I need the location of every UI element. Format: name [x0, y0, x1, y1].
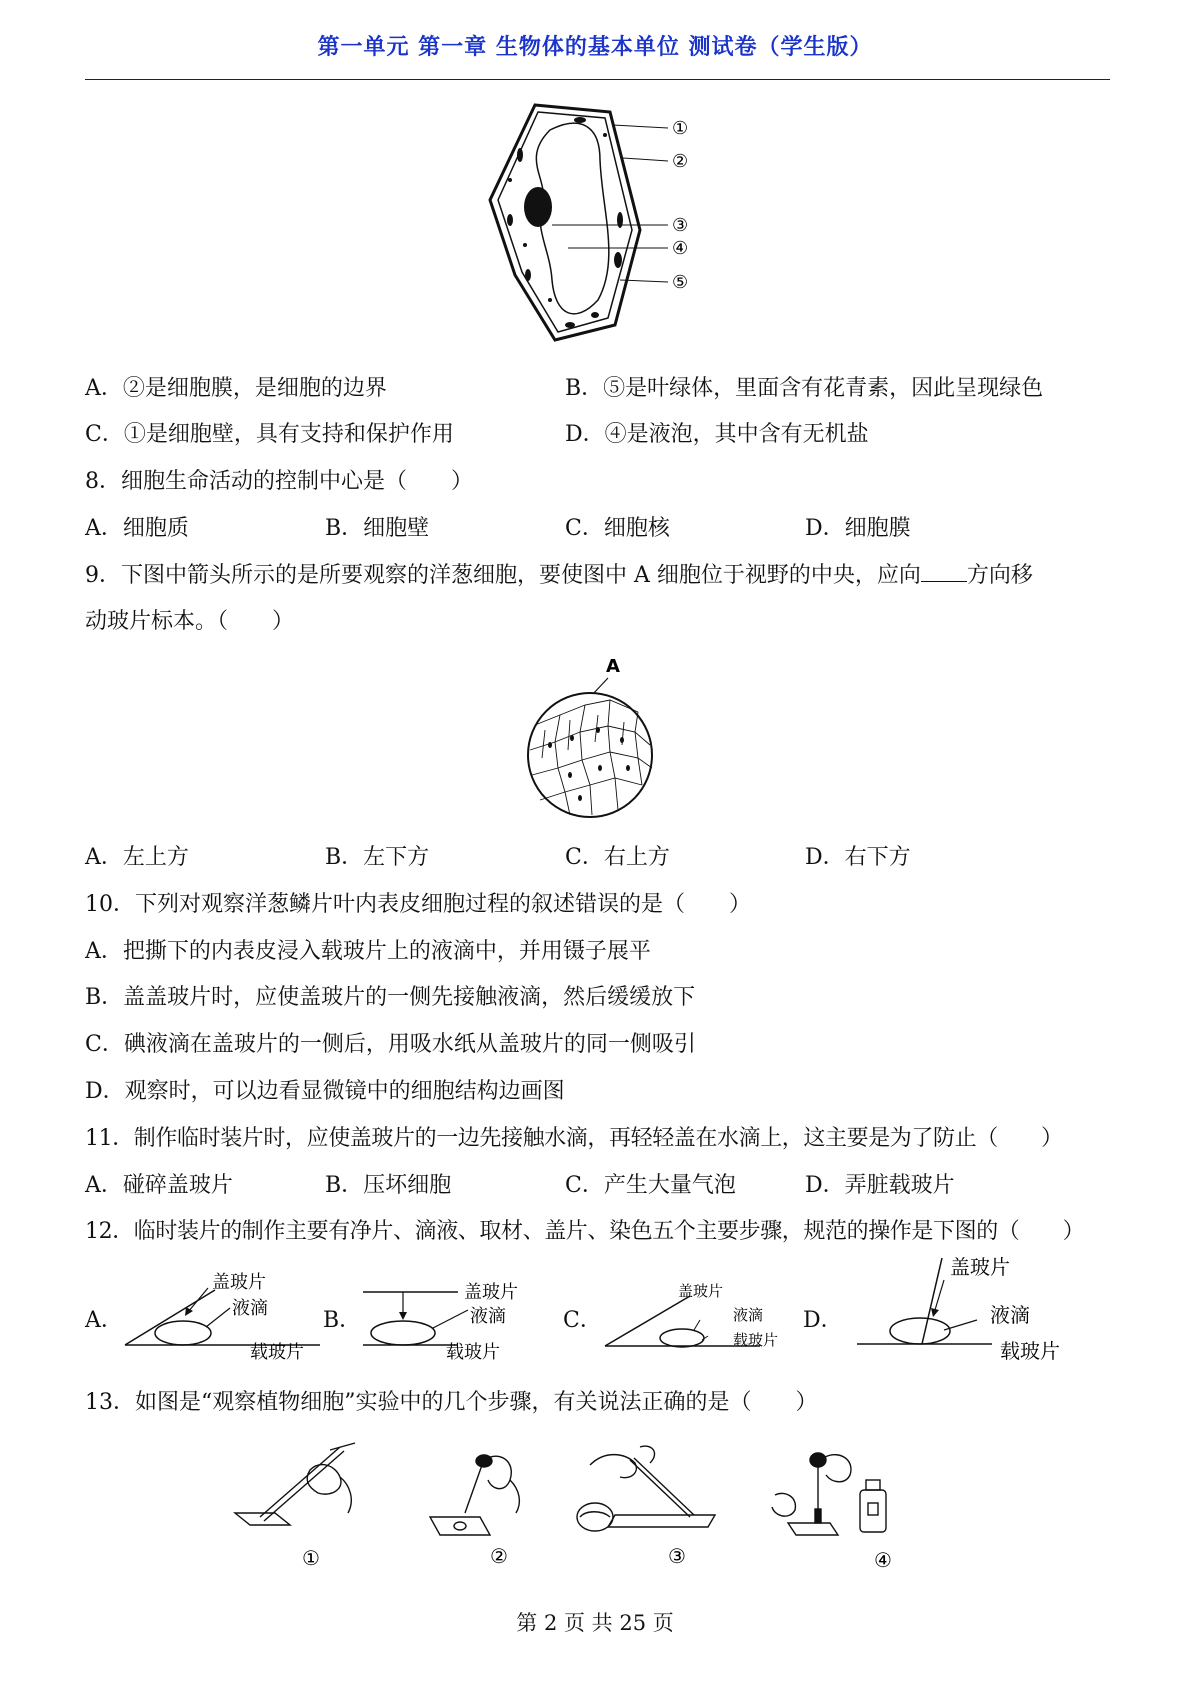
- cell-label-2: ②: [672, 151, 689, 172]
- q9-option-b: B．左下方: [325, 845, 430, 870]
- q8-stem: 8．细胞生命活动的控制中心是（ ）: [85, 469, 473, 494]
- q7-option-d: D．④是液泡，其中含有无机盐: [565, 422, 869, 447]
- q12-option-c-letter: C．: [563, 1308, 602, 1333]
- q10-stem: 10．下列对观察洋葱鳞片叶内表皮细胞过程的叙述错误的是（ ）: [85, 892, 751, 917]
- q12d-drop-label: 液滴: [990, 1303, 1030, 1327]
- q9-option-a: A．左上方: [85, 845, 189, 870]
- step-label-2: ②: [490, 1544, 508, 1568]
- step-label-4: ④: [874, 1548, 892, 1572]
- q11-option-a: A．碰碎盖玻片: [85, 1173, 233, 1198]
- header-divider: [85, 79, 1110, 80]
- q12d-slide-label: 载玻片: [1000, 1339, 1060, 1363]
- q9-stem-part2: 方向移: [966, 563, 1033, 588]
- q12-diagram-a: [120, 1270, 330, 1360]
- step-label-1: ①: [302, 1546, 320, 1570]
- q8-option-a: A．细胞质: [85, 516, 189, 541]
- q8-option-d: D．细胞膜: [805, 516, 911, 541]
- q7-option-c: C．①是细胞壁，具有支持和保护作用: [85, 422, 454, 447]
- q10-option-b: B．盖盖玻片时，应使盖玻片的一侧先接触液滴，然后缓缓放下: [85, 985, 696, 1010]
- q9-answer-blank: [921, 563, 967, 582]
- cell-label-3: ③: [672, 215, 689, 236]
- q10-option-c: C．碘液滴在盖玻片的一侧后，用吸水纸从盖玻片的同一侧吸引: [85, 1032, 696, 1057]
- q12-stem: 12．临时装片的制作主要有净片、滴液、取材、盖片、染色五个主要步骤，规范的操作是下图的（ ）: [85, 1219, 1085, 1244]
- step3-illustration: [577, 1446, 715, 1531]
- q11-option-b: B．压坏细胞: [325, 1173, 452, 1198]
- step4-illustration: [772, 1453, 886, 1535]
- q12a-cover-label: 盖玻片: [212, 1272, 266, 1293]
- q12-diagram-d: [852, 1250, 1082, 1370]
- q11-option-c: C．产生大量气泡: [565, 1173, 736, 1198]
- q12d-cover-label: 盖玻片: [950, 1255, 1010, 1279]
- plant-cell-figure: [480, 100, 730, 350]
- step1-illustration: [235, 1443, 355, 1525]
- q7-option-a: A．②是细胞膜，是细胞的边界: [85, 376, 387, 401]
- q12-diagram-c: [600, 1270, 800, 1360]
- q11-option-d: D．弄脏载玻片: [805, 1173, 955, 1198]
- q12c-slide-label: 载玻片: [733, 1331, 779, 1349]
- cell-a-label: A: [606, 656, 620, 677]
- q8-option-c: C．细胞核: [565, 516, 670, 541]
- q12a-drop-label: 液滴: [232, 1298, 268, 1319]
- q12c-cover-label: 盖玻片: [678, 1282, 724, 1300]
- cell-label-1: ①: [672, 118, 689, 139]
- q12-option-a-letter: A．: [85, 1308, 123, 1333]
- q12b-slide-label: 载玻片: [446, 1342, 500, 1360]
- q10-option-d: D．观察时，可以边看显微镜中的细胞结构边画图: [85, 1079, 565, 1104]
- step-label-3: ③: [668, 1544, 686, 1568]
- q12-diagram-b: [358, 1270, 568, 1360]
- onion-cell-field-figure: [520, 650, 660, 825]
- q12a-slide-label: 载玻片: [250, 1342, 304, 1360]
- q11-stem: 11．制作临时装片时，应使盖玻片的一边先接触水滴，再轻轻盖在水滴上，这主要是为了防止（ ）: [85, 1126, 1063, 1151]
- cell-label-5: ⑤: [672, 272, 689, 293]
- q9-stem-line2: 动玻片标本。（ ）: [85, 609, 295, 634]
- q9-option-c: C．右上方: [565, 845, 670, 870]
- step2-illustration: [430, 1455, 519, 1535]
- q10-option-a: A．把撕下的内表皮浸入载玻片上的液滴中，并用镊子展平: [85, 939, 651, 964]
- q12b-drop-label: 液滴: [470, 1306, 506, 1327]
- q12-option-b-letter: B．: [323, 1308, 362, 1333]
- q9-stem-part1: 9．下图中箭头所示的是所要观察的洋葱细胞，要使图中 A 细胞位于视野的中央，应向: [85, 563, 921, 588]
- page-header-title: 第一单元 第一章 生物体的基本单位 测试卷（学生版）: [317, 35, 873, 60]
- cell-label-4: ④: [672, 238, 689, 259]
- q13-steps-figure: [220, 1435, 980, 1585]
- page-footer: 第 2 页 共 25 页: [516, 1611, 674, 1635]
- q12-option-d-letter: D．: [803, 1308, 843, 1333]
- q7-option-b: B．⑤是叶绿体，里面含有花青素，因此呈现绿色: [565, 376, 1044, 401]
- q12c-drop-label: 液滴: [733, 1306, 764, 1324]
- q9-option-d: D．右下方: [805, 845, 911, 870]
- q9-stem-line1: [85, 561, 1033, 591]
- q12b-cover-label: 盖玻片: [464, 1282, 518, 1303]
- q8-option-b: B．细胞壁: [325, 516, 430, 541]
- q13-stem: 13．如图是“观察植物细胞”实验中的几个步骤，有关说法正确的是（ ）: [85, 1390, 818, 1415]
